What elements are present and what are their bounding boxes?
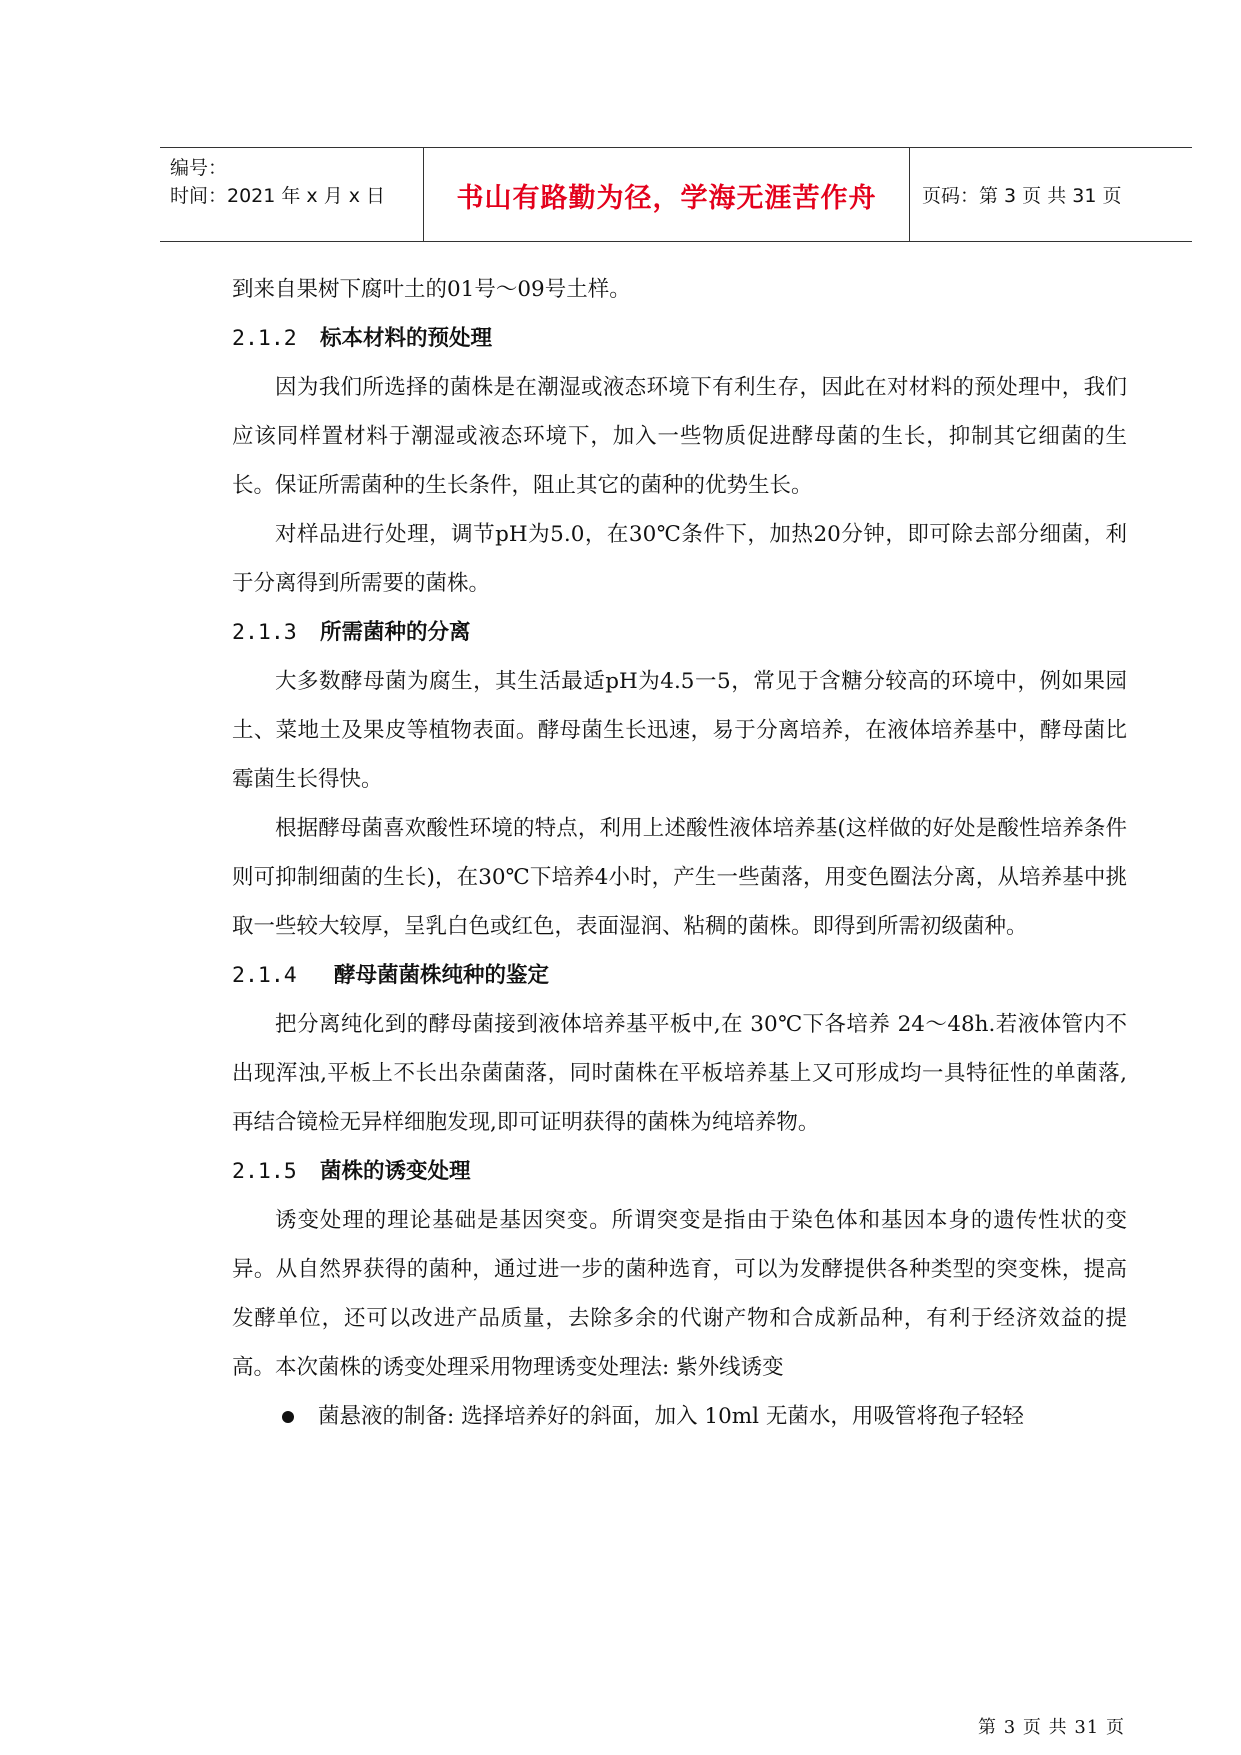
- paragraph: 因为我们所选择的菌株是在潮湿或液态环境下有利生存，因此在对材料的预处理中，我们应该同样置材料于潮湿或液态环境下，加入一些物质促进酵母菌的生长，抑制其它细菌的生长。保证所需菌种的生长条件，阻止其它的菌种的优势生长。: [232, 375, 1127, 498]
- section-number: 2.1.3: [232, 620, 297, 645]
- bullet-dot-icon: [282, 1411, 294, 1423]
- paragraph: 把分离纯化到的酵母菌接到液体培养基平板中,在 30℃下各培养 24～48h.若液体管内不出现浑浊,平板上不长出杂菌菌落，同时菌株在平板培养基上又可形成均一具特征性的单菌落,再结合镜检无异样细胞发现,即可证明获得的菌株为纯培养物。: [232, 1012, 1127, 1135]
- section-title: 所需菌种的分离: [320, 620, 471, 645]
- section-number: 2.1.5: [232, 1159, 297, 1184]
- paragraph: 大多数酵母菌为腐生，其生活最适pH为4.5一5，常见于含糖分较高的环境中，例如果园土、菜地土及果皮等植物表面。酵母菌生长迅速，易于分离培养，在液体培养基中，酵母菌比霉菌生长得快。: [232, 669, 1127, 792]
- page-header: [160, 147, 1192, 242]
- section-number: 2.1.2: [232, 326, 297, 351]
- document-date: 时间：2021 年 x 月 x 日: [170, 185, 386, 207]
- section-title: 酵母菌菌株纯种的鉴定: [334, 963, 550, 988]
- paragraph: 诱变处理的理论基础是基因突变。所谓突变是指由于染色体和基因本身的遗传性状的变异。从自然界获得的菌种，通过进一步的菌种选育，可以为发酵提供各种类型的突变株，提高发酵单位，还可以改进产品质量，去除多余的代谢产物和合成新品种，有利于经济效益的提高。本次菌株的诱变处理采用物理诱变处理法: 紫外线诱变: [232, 1208, 1127, 1380]
- section-heading: [232, 1147, 1127, 1196]
- page-footer: 第 3 页 共 31 页: [978, 1717, 1125, 1738]
- document-number-label: 编号：: [170, 157, 228, 179]
- section-heading: [232, 608, 1127, 657]
- section-title: 菌株的诱变处理: [320, 1159, 471, 1184]
- section-heading: [232, 951, 1127, 1000]
- paragraph: 根据酵母菌喜欢酸性环境的特点，利用上述酸性液体培养基(这样做的好处是酸性培养条件则可抑制细菌的生长)，在30℃下培养4小时，产生一些菌落，用变色圈法分离，从培养基中挑取一些较大较厚，呈乳白色或红色，表面湿润、粘稠的菌株。即得到所需初级菌种。: [232, 816, 1127, 939]
- section-title: 标本材料的预处理: [320, 326, 493, 351]
- paragraph: 对样品进行处理，调节pH为5.0，在30℃条件下，加热20分钟，即可除去部分细菌，利于分离得到所需要的菌株。: [232, 522, 1127, 596]
- section-number: 2.1.4: [232, 963, 297, 988]
- section-heading: [232, 314, 1127, 363]
- header-meta: [170, 154, 385, 210]
- bullet-text: 菌悬液的制备: 选择培养好的斜面，加入 10ml 无菌水，用吸管将孢子轻轻: [318, 1404, 1024, 1429]
- paragraph: 到来自果树下腐叶土的01号～09号土样。: [232, 277, 631, 302]
- bullet-item: [232, 1392, 1127, 1441]
- document-body: [232, 265, 1127, 1441]
- header-divider: [909, 148, 910, 241]
- header-motto: 书山有路勤为径，学海无涯苦作舟: [456, 183, 877, 214]
- header-page-code: 页码：第 3 页 共 31 页: [922, 185, 1122, 207]
